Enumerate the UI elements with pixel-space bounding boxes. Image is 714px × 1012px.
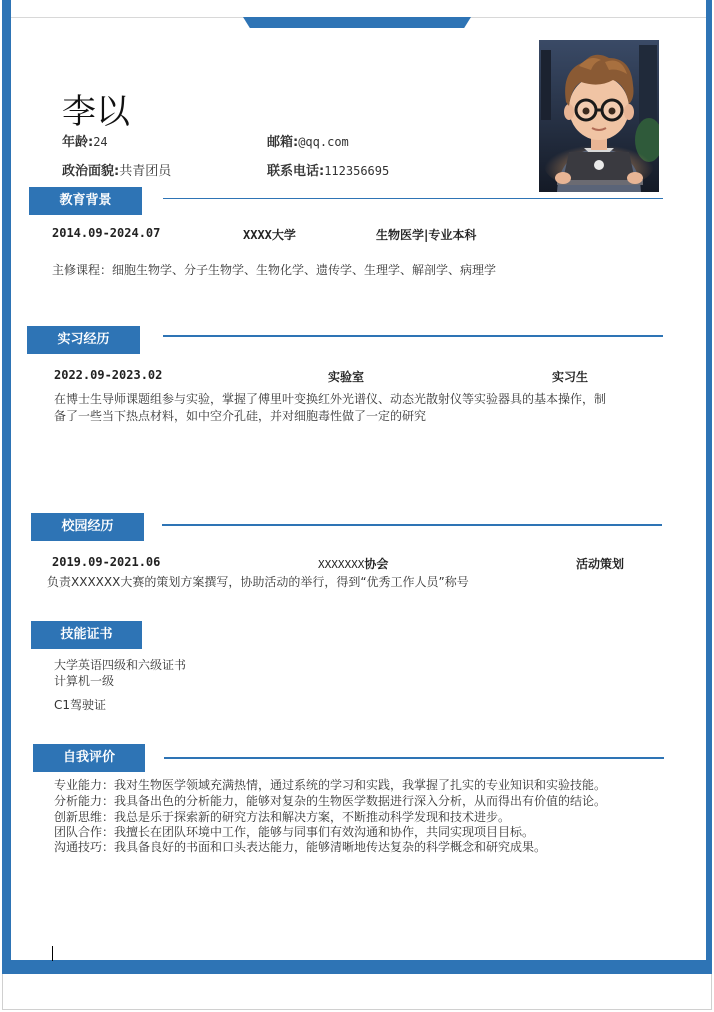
- phone-value: 112356695: [324, 164, 390, 178]
- campus-role[interactable]: 活动策划: [576, 557, 625, 571]
- text-cursor: [52, 946, 53, 961]
- section-header-campus[interactable]: 校园经历: [31, 513, 144, 541]
- education-major[interactable]: 生物医学|专业本科: [376, 228, 477, 242]
- education-period[interactable]: 2014.09-2024.07: [52, 226, 161, 240]
- politics-label: 政治面貌:: [62, 164, 120, 179]
- politics-info[interactable]: [62, 160, 171, 179]
- campus-org[interactable]: [318, 555, 388, 572]
- section-rule-education: [163, 198, 663, 199]
- top-decorative-tab: [243, 17, 471, 28]
- section-rule-campus: [162, 524, 662, 526]
- skills-item[interactable]: 计算机一级: [54, 674, 115, 688]
- section-rule-self-eval: [164, 757, 664, 759]
- email-value: @qq.com: [298, 135, 349, 149]
- bottom-border-bar: [2, 960, 712, 974]
- education-courses[interactable]: 主修课程：细胞生物学、分子生物学、生物化学、遗传学、生理学、解剖学、病理学: [52, 263, 497, 277]
- internship-role[interactable]: 实习生: [552, 370, 589, 384]
- campus-period[interactable]: 2019.09-2021.06: [52, 555, 161, 569]
- phone-label: 联系电话:: [267, 164, 325, 179]
- section-header-internship[interactable]: 实习经历: [27, 326, 140, 354]
- age-label: 年龄:: [62, 135, 94, 150]
- campus-org-prefix: XXXXXXX: [318, 558, 365, 571]
- profile-photo[interactable]: [539, 40, 659, 192]
- age-info[interactable]: [62, 131, 108, 150]
- age-value: 24: [93, 135, 108, 149]
- phone-info[interactable]: [267, 160, 389, 179]
- internship-desc-line1[interactable]: 在博士生导师课题组参与实验，掌握了傅里叶变换红外光谱仪、动态光散射仪等实验器具的基本操作，制: [54, 392, 607, 406]
- skills-item[interactable]: 大学英语四级和六级证书: [54, 658, 187, 672]
- skills-item[interactable]: C1驾驶证: [54, 698, 107, 712]
- page-bottom-area: [2, 974, 712, 1010]
- internship-desc-line2[interactable]: 备了一些当下热点材料，如中空介孔硅，并对细胞毒性做了一定的研究: [54, 409, 427, 423]
- internship-period[interactable]: 2022.09-2023.02: [54, 368, 163, 382]
- internship-place[interactable]: 实验室: [328, 370, 365, 384]
- left-border-bar: [2, 0, 11, 974]
- right-border-bar: [706, 0, 712, 974]
- section-header-self-eval[interactable]: 自我评价: [33, 744, 145, 772]
- section-header-skills[interactable]: 技能证书: [31, 621, 142, 649]
- resume-name[interactable]: 李以: [62, 92, 130, 132]
- campus-org-suffix: 协会: [364, 557, 389, 571]
- self-eval-item[interactable]: 分析能力：我具备出色的分析能力，能够对复杂的生物医学数据进行深入分析，从而得出有价值的结论。: [54, 794, 607, 808]
- campus-desc[interactable]: 负责XXXXXX大赛的策划方案撰写，协助活动的举行，得到“优秀工作人员”称号: [47, 575, 469, 589]
- section-header-education[interactable]: 教育背景: [29, 187, 142, 215]
- avatar-illustration: [539, 40, 659, 192]
- section-rule-internship: [163, 335, 663, 337]
- email-label: 邮箱:: [267, 135, 299, 150]
- self-eval-item[interactable]: 团队合作：我擅长在团队环境中工作，能够与同事们有效沟通和协作，共同实现项目目标。: [54, 825, 535, 839]
- self-eval-item[interactable]: 沟通技巧：我具备良好的书面和口头表达能力，能够清晰地传达复杂的科学概念和研究成果。: [54, 840, 547, 854]
- email-info[interactable]: [267, 131, 349, 150]
- self-eval-item[interactable]: 专业能力：我对生物医学领域充满热情，通过系统的学习和实践，我掌握了扎实的专业知识和实验技能。: [54, 778, 607, 792]
- self-eval-item[interactable]: 创新思维：我总是乐于探索新的研究方法和解决方案，不断推动科学发现和技术进步。: [54, 810, 511, 824]
- politics-value: 共青团员: [119, 164, 172, 179]
- education-school[interactable]: XXXX大学: [243, 228, 296, 242]
